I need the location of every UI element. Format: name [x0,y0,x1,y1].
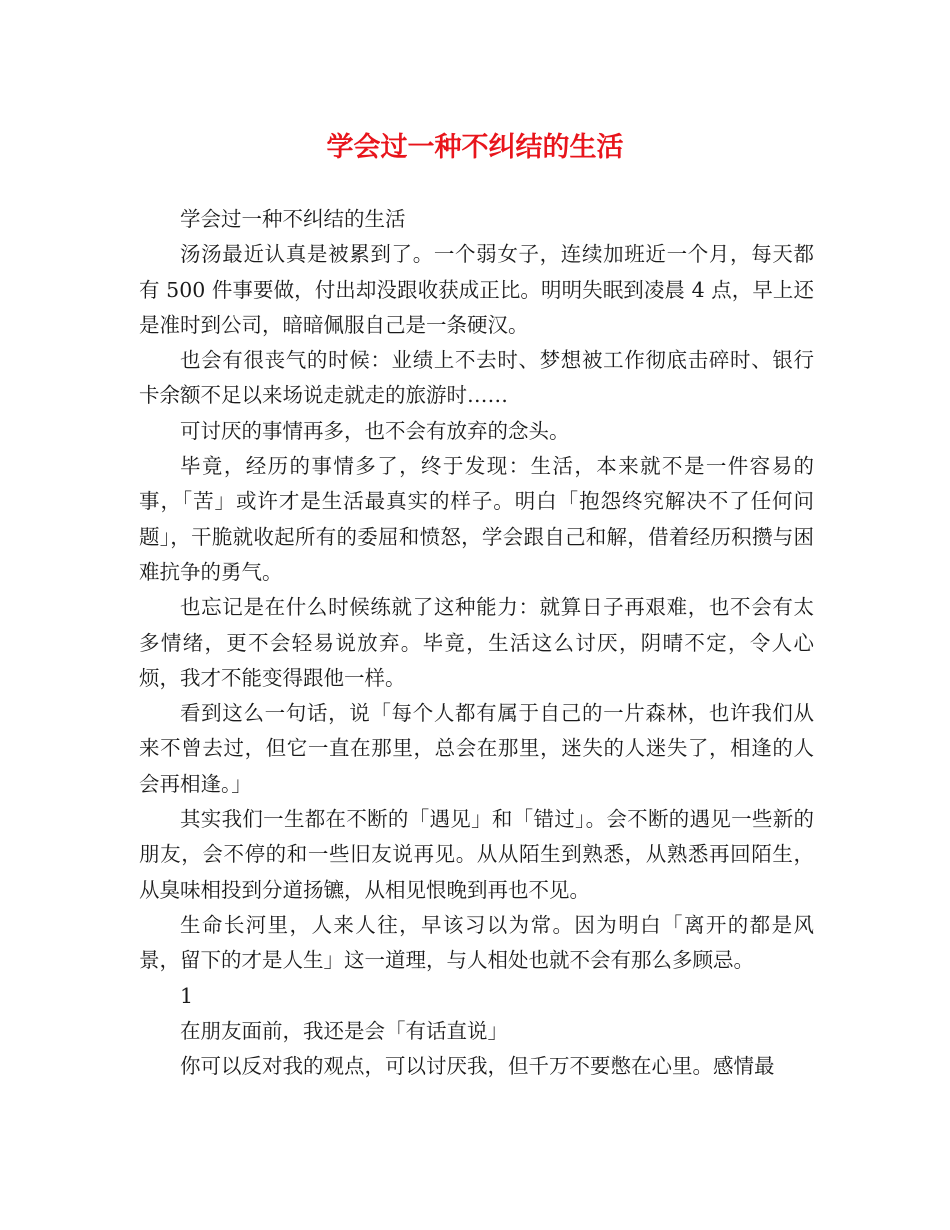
paragraph: 也忘记是在什么时候练就了这种能力：就算日子再艰难，也不会有太多情绪，更不会轻易说放弃。毕竟，生活这么讨厌，阴晴不定，令人心烦，我才不能变得跟他一样。 [139,595,814,690]
section-heading: 在朋友面前，我还是会「有话直说」 [180,1018,508,1043]
section-number: 1 [180,983,194,1008]
paragraph: 其实我们一生都在不断的「遇见」和「错过」。会不断的遇见一些新的朋友，会不停的和一些旧友说再见。从从陌生到熟悉，从熟悉再回陌生，从臭味相投到分道扬镳，从相见恨晚到再也不见。 [139,807,814,902]
paragraph: 汤汤最近认真是被累到了。一个弱女子，连续加班近一个月，每天都有 500 件事要做，付出却没跟收获成正比。明明失眠到凌晨 4 点，早上还是准时到公司，暗暗佩服自己是一条硬汉。 [139,242,814,337]
document-body [139,202,814,1084]
paragraph: 也会有很丧气的时候：业绩上不去时、梦想被工作彻底击碎时、银行卡余额不足以来场说走就走的旅游时…… [139,348,814,408]
paragraph: 学会过一种不纠结的生活 [180,207,406,231]
document-title: 学会过一种不纠结的生活 [326,132,624,163]
paragraph: 你可以反对我的观点，可以讨厌我，但千万不要憋在心里。感情最 [180,1054,775,1079]
paragraph: 生命长河里，人来人往，早该习以为常。因为明白「离开的都是风景，留下的才是人生」这一道理，与人相处也就不会有那么多顾忌。 [139,912,814,973]
paragraph: 可讨厌的事情再多，也不会有放弃的念头。 [180,418,570,443]
paragraph: 看到这么一句话，说「每个人都有属于自己的一片森林，也许我们从来不曾去过，但它一直在那里，总会在那里，迷失的人迷失了，相逢的人会再相逢。」 [139,701,814,796]
paragraph: 毕竟，经历的事情多了，终于发现：生活，本来就不是一件容易的事，「苦」或许才是生活最真实的样子。明白「抱怨终究解决不了任何问题」，干脆就收起所有的委屈和愤怒，学会跟自己和解，借着经历积攒与困难抗争的勇气。 [139,454,814,584]
